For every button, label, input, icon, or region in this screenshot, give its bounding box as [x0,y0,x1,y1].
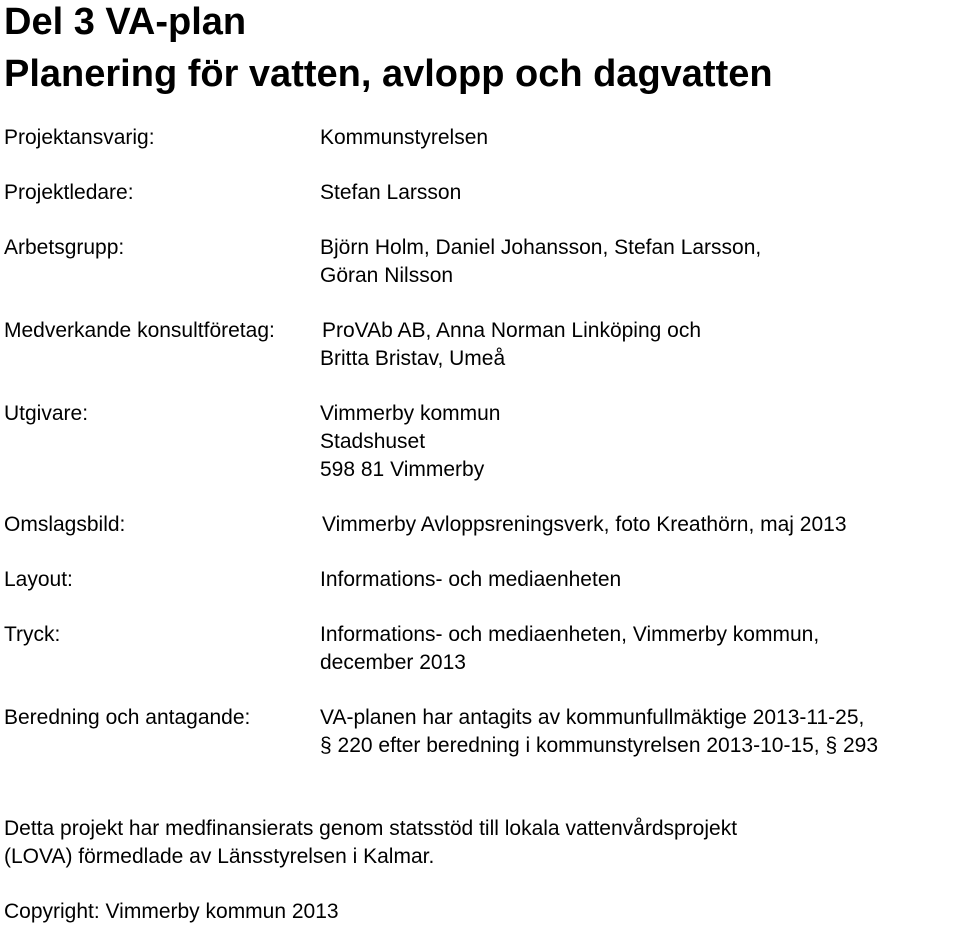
projektansvarig-label: Projektansvarig: [4,126,155,149]
document-subtitle: Planering för vatten, avlopp och dagvatten [4,53,773,95]
utgivare-label: Utgivare: [4,402,89,425]
utgivare-value-line: 598 81 Vimmerby [320,458,485,481]
medverkande-value-line: ProVAb AB, Anna Norman Linköping och [322,319,702,342]
medverkande-value [322,317,701,373]
arbetsgrupp-value [320,234,761,290]
arbetsgrupp-label: Arbetsgrupp: [4,236,125,259]
financing-paragraph [4,815,737,871]
document-title: Del 3 VA-plan [4,1,247,43]
layout-value: Informations- och mediaenheten [320,568,622,591]
beredning-value-line: VA-planen har antagits av kommunfullmäktige 2013-11-25, [320,706,865,729]
medverkande-value-line: Britta Bristav, Umeå [320,347,506,370]
beredning-value [320,704,878,760]
financing-paragraph-line: Detta projekt har medfinansierats genom statsstöd till lokala vattenvårdsprojekt [4,817,738,840]
omslagsbild-value: Vimmerby Avloppsreningsverk, foto Kreathörn, maj 2013 [322,513,847,536]
utgivare-value-line: Vimmerby kommun [320,402,501,425]
tryck-value [320,621,819,677]
beredning-label: Beredning och antagande: [4,706,251,729]
projektansvarig-value: Kommunstyrelsen [320,126,489,149]
medverkande-label: Medverkande konsultföretag: [4,319,275,342]
projektledare-value: Stefan Larsson [320,181,462,204]
beredning-value-line: § 220 efter beredning i kommunstyrelsen 2013-10-15, § 293 [320,734,879,757]
utgivare-value-line: Stadshuset [320,430,426,453]
copyright-notice: Copyright: Vimmerby kommun 2013 [4,900,339,923]
financing-paragraph-line: (LOVA) förmedlade av Länsstyrelsen i Kalmar. [4,845,435,868]
tryck-value-line: december 2013 [320,651,466,674]
arbetsgrupp-value-line: Björn Holm, Daniel Johansson, Stefan Larsson, [320,236,762,259]
utgivare-value [320,400,501,484]
tryck-label: Tryck: [4,623,61,646]
omslagsbild-label: Omslagsbild: [4,513,126,536]
layout-label: Layout: [4,568,73,591]
arbetsgrupp-value-line: Göran Nilsson [320,264,454,287]
tryck-value-line: Informations- och mediaenheten, Vimmerby kommun, [320,623,820,646]
projektledare-label: Projektledare: [4,181,134,204]
